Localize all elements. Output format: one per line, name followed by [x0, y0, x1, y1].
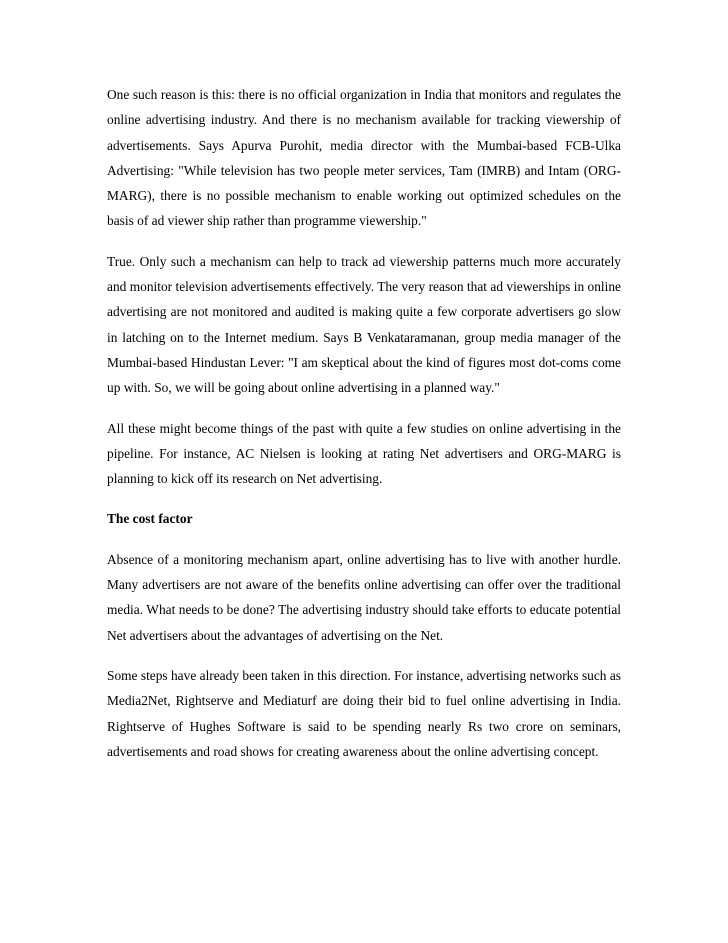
section-heading-cost-factor: The cost factor [107, 511, 193, 527]
paragraph-another-hurdle: Absence of a monitoring mechanism apart, online advertising has to live with another hurdle. Many advertisers are not aware of the benefits online advertising can offer over the traditional media. What needs to be done? The advertising industry should take efforts to educate potential Net advertisers about the advantages of advertising on the Net. [107, 551, 621, 643]
paragraph-monitoring-organization: One such reason is this: there is no official organization in India that monitors and regulates the online advertising industry. And there is no mechanism available for tracking viewership of advertisements. Says Apurva Purohit, media director with the Mumbai-based FCB-Ulka Advertising: "While television has two people meter services, Tam (IMRB) and Intam (ORG-MARG), there is no possible mechanism to enable working out optimized schedules on the basis of ad viewer ship rather than programme viewership." [107, 87, 621, 229]
document-page [107, 82, 621, 779]
paragraph-studies-pipeline: All these might become things of the past with quite a few studies on online advertising in the pipeline. For instance, AC Nielsen is looking at rating Net advertisers and ORG-MARG is planning to kick off its research on Net advertising. [107, 420, 621, 487]
paragraph-ad-viewership: True. Only such a mechanism can help to track ad viewership patterns much more accurately and monitor television advertisements effectively. The very reason that ad viewerships in online advertising are not monitored and audited is making quite a few corporate advertisers go slow in latching on to the Internet medium. Says B Venkataramanan, group media manager of the Mumbai-based Hindustan Lever: "I am skeptical about the kind of figures most dot-coms come up with. So, we will be going about online advertising in a planned way." [107, 253, 621, 396]
paragraph-advertising-networks: Some steps have already been taken in this direction. For instance, advertising networks such as Media2Net, Rightserve and Mediaturf are doing their bid to fuel online advertising in India. Rightserve of Hughes Software is said to be spending nearly Rs two crore on seminars, advertisements and road shows for creating awareness about the online advertising concept. [107, 667, 621, 759]
